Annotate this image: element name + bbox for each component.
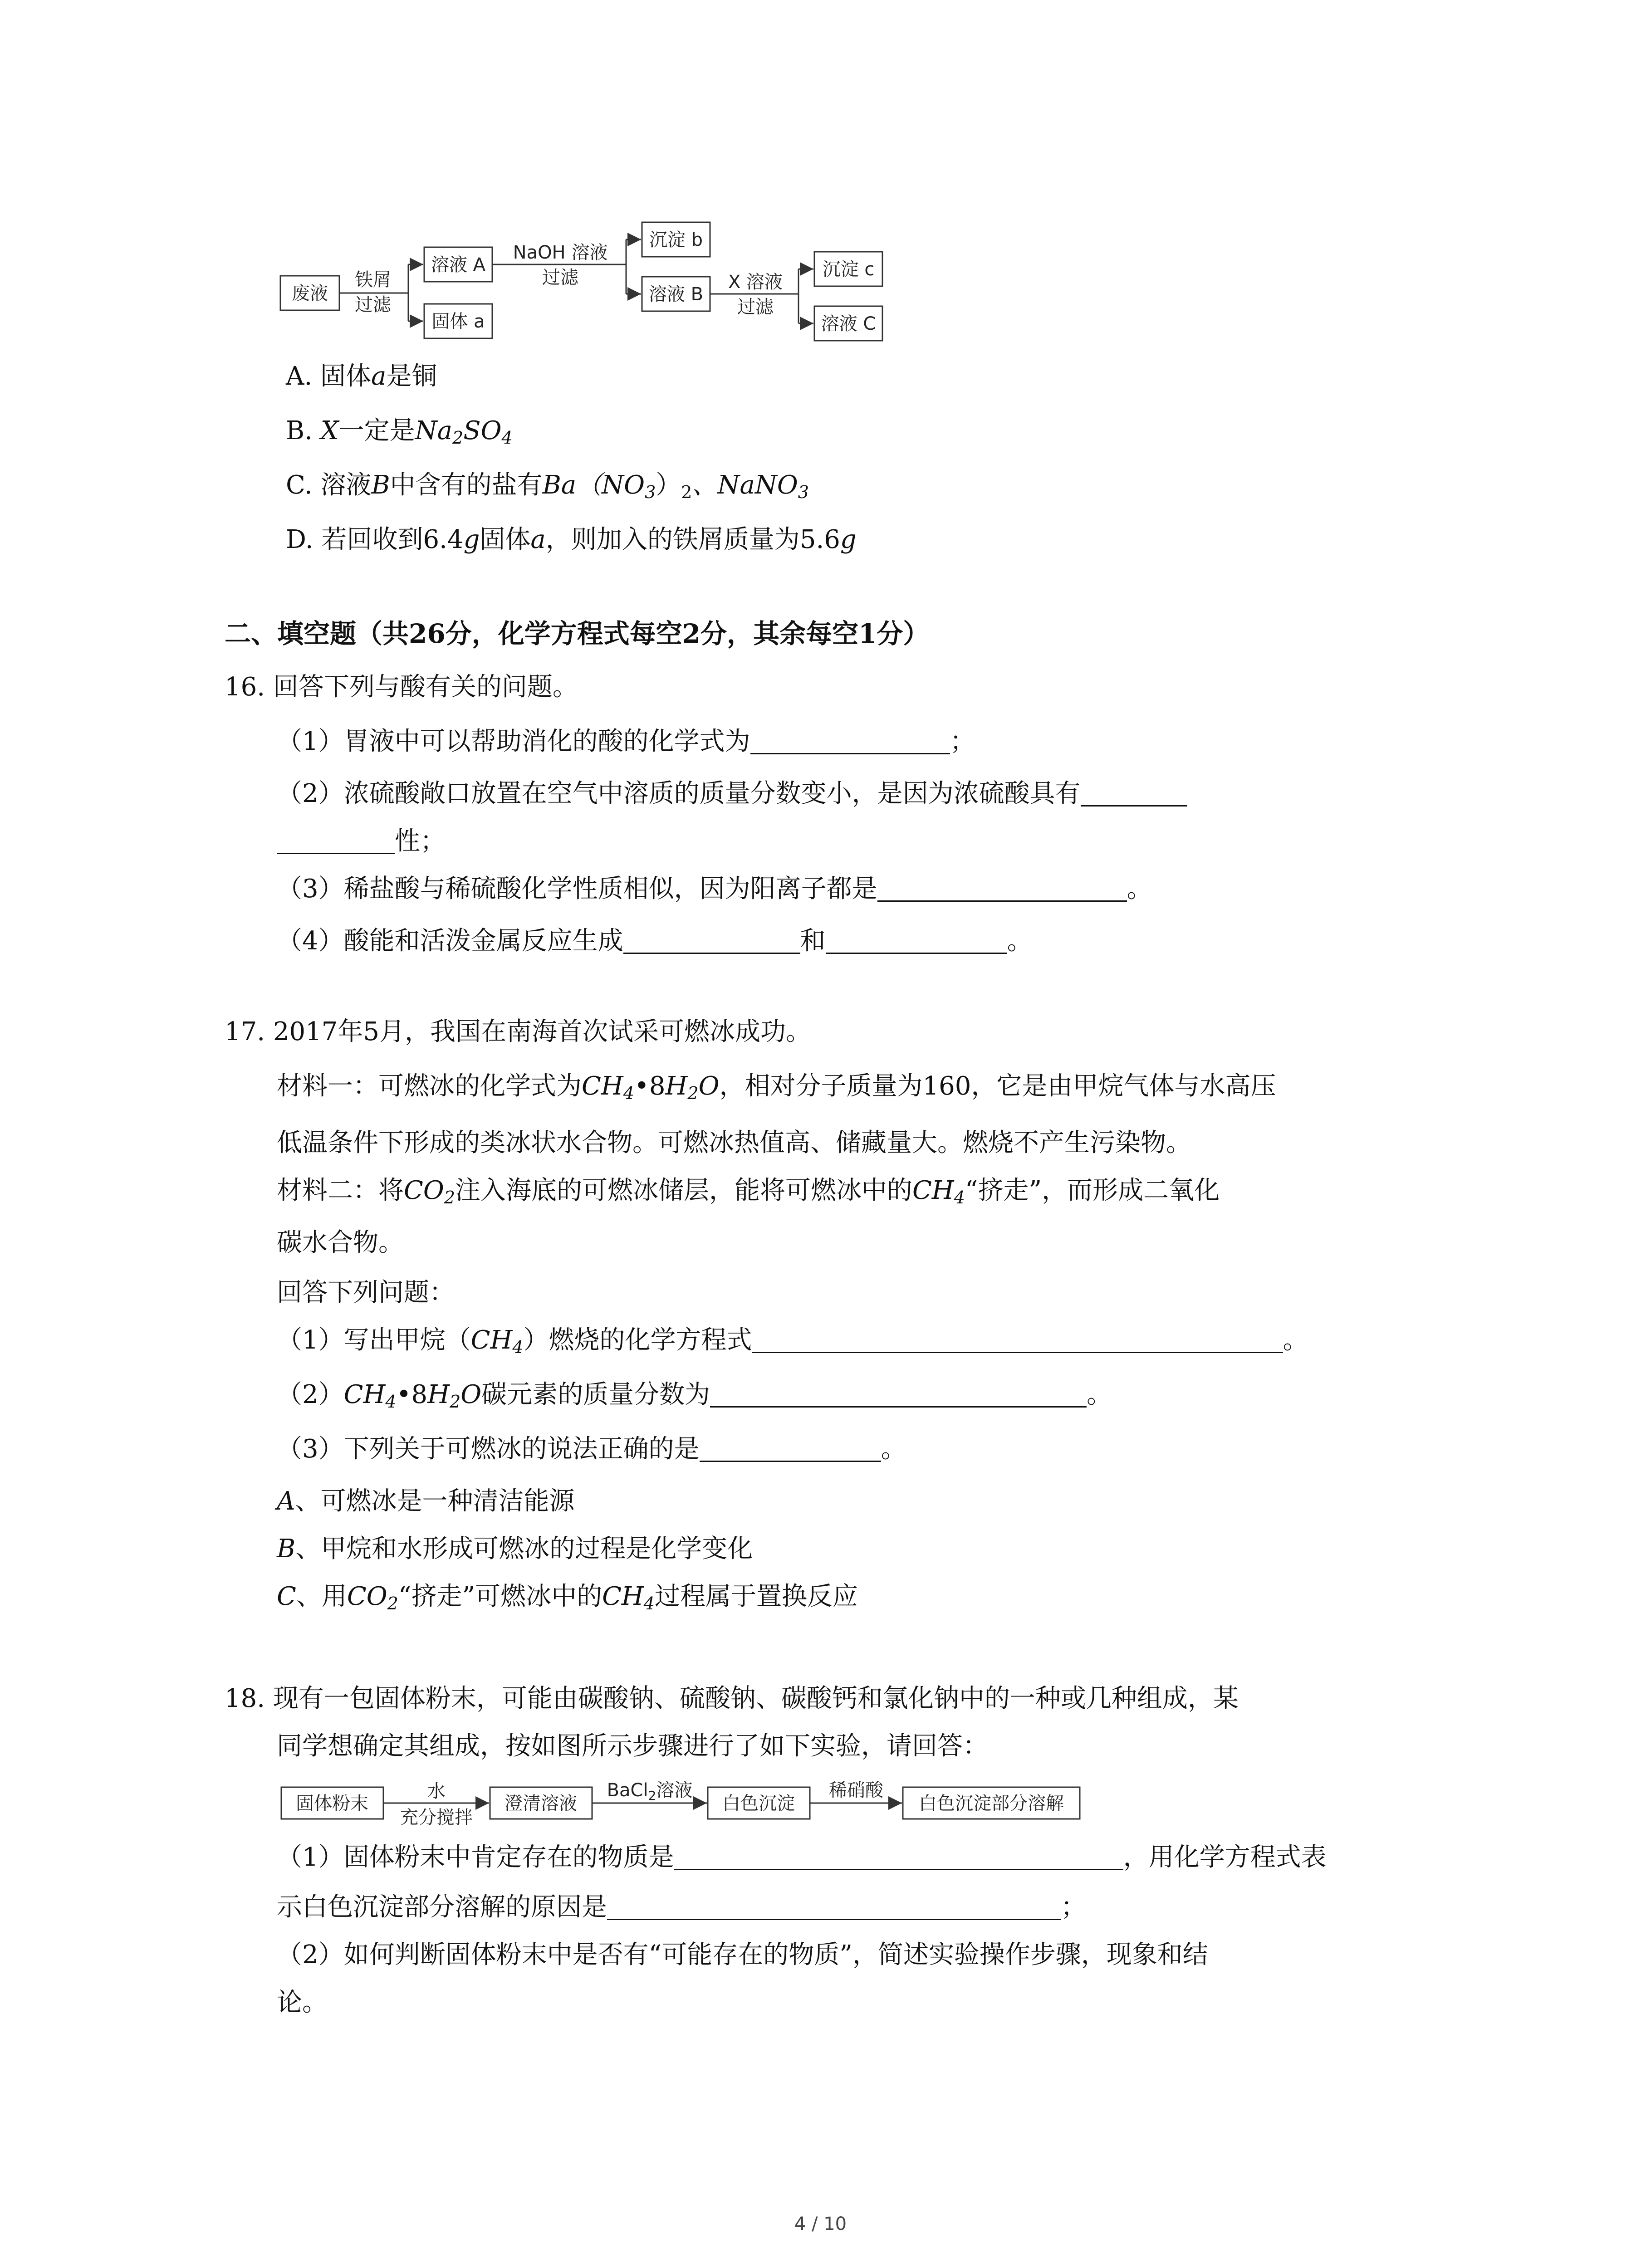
q16-part-1: （1）胃液中可以帮助消化的酸的化学式为 ；: [277, 727, 975, 756]
q17-material-1-cont: 低温条件下形成的类冰状水合物。可燃冰热值高、储藏量大。燃烧不产生污染物。: [277, 1128, 1191, 1158]
answer-blank[interactable]: [674, 1842, 1123, 1870]
q18-part-1-cont: 示白色沉淀部分溶解的原因是 ；: [277, 1892, 1086, 1922]
answer-blank[interactable]: [700, 1433, 881, 1462]
page-number: 4 / 10: [794, 2214, 847, 2234]
answer-blank[interactable]: [607, 1892, 1061, 1920]
q17-ask: 回答下列问题：: [277, 1278, 455, 1307]
answer-blank[interactable]: [752, 1325, 1283, 1353]
q17-part-3: （3）下列关于可燃冰的说法正确的是 。: [277, 1434, 906, 1464]
q17-stem: 17. 2017年5月，我国在南海首次试采可燃冰成功。: [225, 1017, 812, 1046]
answer-blank[interactable]: [710, 1379, 1087, 1408]
label-water: 水: [427, 1781, 446, 1802]
section-heading: 二、填空题（共26分，化学方程式每空2分，其余每空1分）: [225, 618, 930, 649]
waste-liquid-flowchart: [277, 218, 921, 354]
q18-part-2-cont: 论。: [277, 1988, 328, 2017]
label-partial-dissolve: 白色沉淀部分溶解: [919, 1793, 1064, 1814]
label-filter-3: 过滤: [737, 297, 774, 318]
q16-stem: 16. 回答下列与酸有关的问题。: [225, 672, 578, 702]
label-solution-b: 溶液 B: [648, 284, 704, 305]
label-solution-c: 溶液 C: [821, 313, 876, 334]
label-precip-b: 沉淀 b: [649, 230, 703, 250]
q18-part-2: （2）如何判断固体粉末中是否有“可能存在的物质”，简述实验操作步骤，现象和结: [277, 1940, 1208, 1970]
answer-blank[interactable]: [1081, 778, 1187, 807]
q16-part-4: （4）酸能和活泼金属反应生成 和 。: [277, 926, 1033, 956]
label-solid-a: 固体 a: [431, 311, 485, 332]
q15-option-a: A. 固体a是铜: [286, 362, 437, 391]
q16-part-3: （3）稀盐酸与稀硫酸化学性质相似，因为阳离子都是 。: [277, 874, 1152, 904]
q17-part-2: $(2)CH_4•8H_2O$碳元素的质量分数为 。: [277, 1380, 1112, 1412]
q17-option-c: C、用$CO_2“$挤走”可燃冰中的$CH_4$过程属于置换反应: [277, 1582, 858, 1613]
q16-part-2-cont: 性；: [277, 823, 446, 860]
q15-option-c: C. 溶液B中含有的盐有$Ba(NO_3)_2$、NaNO$_3$: [286, 470, 809, 502]
q17-material-2-cont: 碳水合物。: [277, 1228, 404, 1257]
q17-option-b: B、甲烷和水形成可燃冰的过程是化学变化: [277, 1534, 753, 1564]
q17-material-2: 材料二：将$CO_2$注入海底的可燃冰储层，能将可燃冰中的$CH_4“$挤走”，而形成二氧化: [277, 1176, 1220, 1207]
q15-option-b: B. X一定是$Na_2SO_4$: [286, 416, 513, 448]
label-x-solution: X 溶液: [728, 272, 783, 293]
q16-part-2: （2）浓硫酸敞口放置在空气中溶质的质量分数变小，是因为浓硫酸具有: [277, 776, 1187, 812]
q18-stem-1: 18. 现有一包固体粉末，可能由碳酸钠、硫酸钠、碳酸钙和氯化钠中的一种或几种组成，某: [225, 1684, 1239, 1713]
label-stir: 充分搅拌: [400, 1807, 473, 1828]
answer-blank[interactable]: [826, 925, 1007, 954]
powder-experiment-flowchart: [279, 1774, 1096, 1833]
answer-blank[interactable]: [750, 726, 950, 754]
q17-part-1: （1）写出甲烷$(CH_4)$燃烧的化学方程式 。: [277, 1325, 1308, 1357]
q18-stem-2: 同学想确定其组成，按如图所示步骤进行了如下实验，请回答：: [277, 1731, 988, 1761]
label-solution-a: 溶液 A: [431, 254, 486, 275]
label-powder: 固体粉末: [296, 1793, 368, 1814]
label-clear-solution: 澄清溶液: [505, 1793, 577, 1814]
label-precip-c: 沉淀 c: [822, 259, 875, 280]
label-iron: 铁屑: [355, 269, 391, 290]
q15-option-d: D. 若回收到6.4g固体a，则加入的铁屑质量为5.6g: [286, 525, 857, 554]
q17-option-a: A、可燃冰是一种清洁能源: [277, 1486, 575, 1516]
label-waste: 废液: [292, 283, 328, 304]
q18-part-1: （1）固体粉末中肯定存在的物质是 ，用化学方程式表: [277, 1843, 1327, 1872]
q17-material-1: 材料一：可燃冰的化学式为$CH_4•8H_2O$，相对分子质量为160，它是由甲烷气体与水高压: [277, 1071, 1276, 1103]
answer-blank[interactable]: [277, 826, 395, 854]
label-bacl2: BaCl$_2$溶液: [607, 1780, 693, 1803]
answer-blank[interactable]: [877, 873, 1127, 902]
label-filter-2: 过滤: [542, 267, 578, 288]
label-nitric-acid: 稀硝酸: [829, 1780, 883, 1801]
answer-blank[interactable]: [623, 925, 800, 954]
label-naoh: NaOH 溶液: [513, 242, 608, 263]
label-filter-1: 过滤: [355, 294, 391, 315]
label-white-precip: 白色沉淀: [722, 1793, 795, 1814]
